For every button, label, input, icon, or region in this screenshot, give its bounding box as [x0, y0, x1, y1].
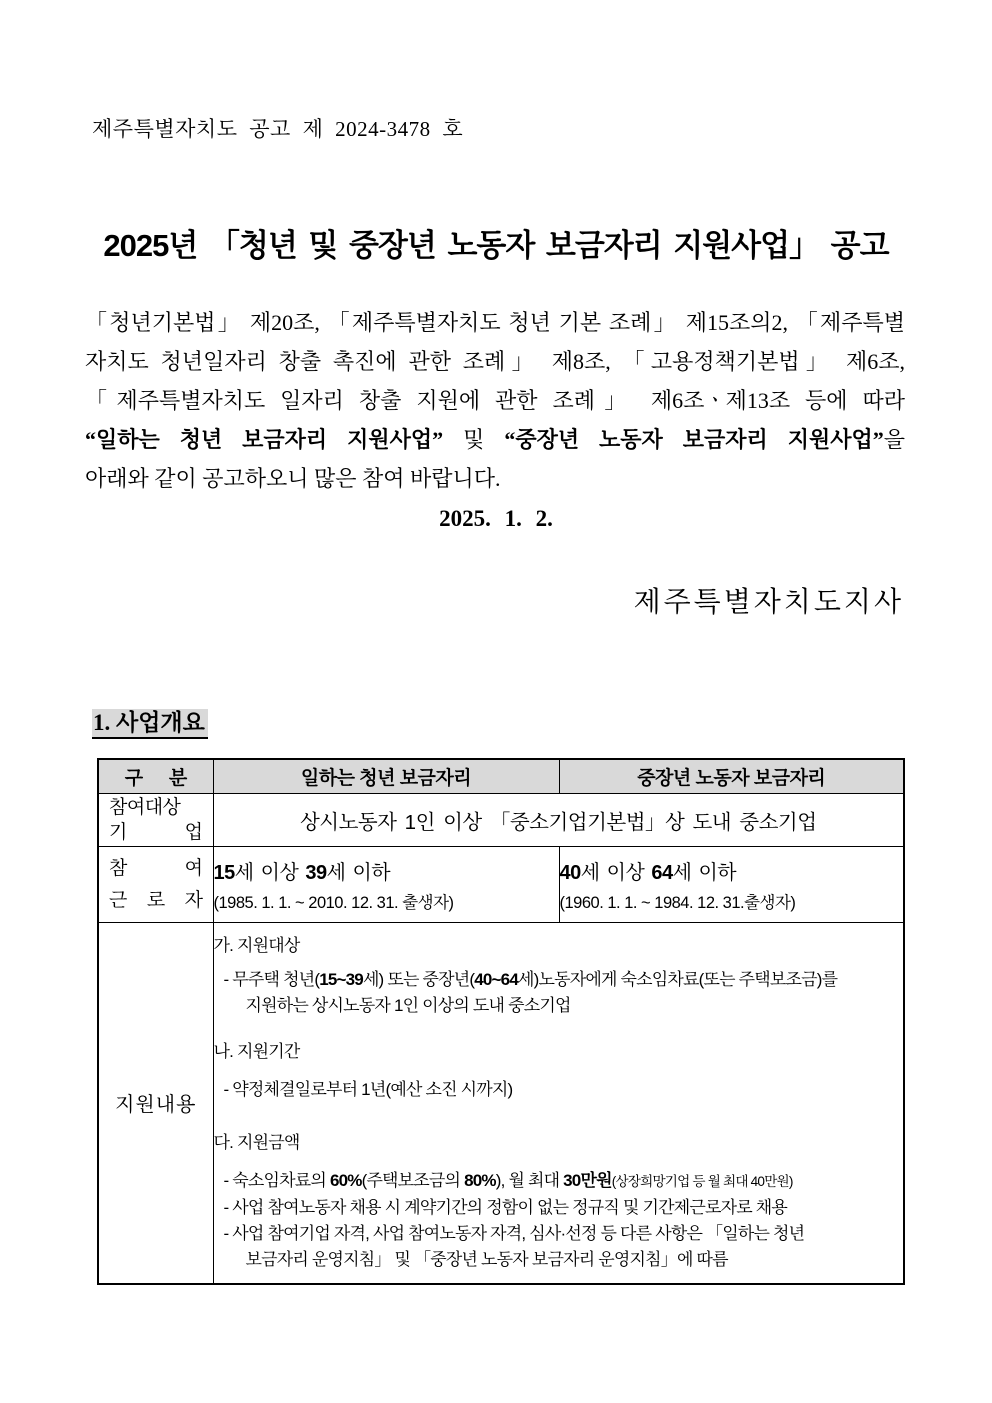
intro-line-2: 자치도 청년일자리 창출 촉진에 관한 조례」 제8조, 「고용정책기본법」 제6조,: [85, 349, 905, 374]
support-item-b-line1: - 약정체결일로부터 1년(예산 소진 시까지): [223, 1079, 513, 1099]
intro-line-5: 아래와 같이 공고하오니 많은 참여 바랍니다.: [85, 466, 501, 491]
notice-number: 제주특별자치도 공고 제 2024-3478 호: [92, 117, 464, 141]
support-item-c-title: 다. 지원금액: [213, 1132, 300, 1152]
youth-birth-range: (1985. 1. 1. ~ 2010. 12. 31. 출생자): [213, 894, 454, 912]
value-worker-youth: [213, 847, 559, 923]
youth-age-range: 15세 이상 39세 이하: [213, 862, 391, 884]
header-middleaged-program: 중장년 노동자 보금자리: [559, 759, 904, 794]
header-youth-program: 일하는 청년 보금자리: [213, 759, 559, 794]
support-item-b-title: 나. 지원기간: [213, 1041, 300, 1061]
middleaged-birth-range: (1960. 1. 1. ~ 1984. 12. 31.출생자): [559, 894, 796, 912]
header-category: 구 분: [98, 759, 213, 794]
value-support-content: [213, 923, 904, 1284]
section-heading-text: 1. 사업개요: [92, 709, 208, 739]
intro-paragraph: [85, 303, 905, 498]
label-target-company: 참여대상 기 업: [98, 794, 213, 847]
support-item-a-line2: 지원하는 상시노동자 1인 이상의 도내 중소기업: [245, 995, 571, 1015]
section-heading: [92, 704, 208, 737]
intro-line-4: “일하는 청년 보금자리 지원사업” 및 “중장년 노동자 보금자리 지원사업”을: [85, 427, 905, 452]
support-item-a-title: 가. 지원대상: [213, 935, 300, 955]
value-worker-middleaged: [559, 847, 904, 923]
support-item-c-line4: 보금자리 운영지침」 및 「중장년 노동자 보금자리 운영지침」에 따름: [245, 1249, 728, 1269]
label-worker: 참 여 근 로 자: [98, 847, 213, 923]
table-header-row: [98, 759, 904, 794]
intro-line-1: 「청년기본법」 제20조, 「제주특별자치도 청년 기본 조례」 제15조의2, 「제주특별: [85, 310, 905, 335]
support-item-c-line2: - 사업 참여노동자 채용 시 계약기간의 정함이 없는 정규직 및 기간제근로자로 채용: [223, 1197, 788, 1217]
document-title: 2025년 「청년 및 중장년 노동자 보금자리 지원사업」 공고: [103, 228, 889, 263]
middleaged-age-range: 40세 이상 64세 이하: [559, 862, 737, 884]
row-worker: [98, 847, 904, 923]
intro-line-3: 「제주특별자치도 일자리 창출 지원에 관한 조례」 제6조ㆍ제13조 등에 따라: [85, 388, 905, 413]
support-item-c-line1: - 숙소임차료의 60%(주택보조금의 80%), 월 최대 30만원(상장희망기업 등 월 최대 40만원): [223, 1170, 793, 1190]
row-target-company: [98, 794, 904, 847]
value-target-company: 상시노동자 1인 이상 「중소기업기본법」상 도내 중소기업: [213, 794, 904, 847]
overview-table: [97, 758, 905, 1285]
announcement-date: 2025. 1. 2.: [439, 506, 553, 531]
row-support-content: [98, 923, 904, 1284]
label-support-content: 지원내용: [98, 923, 213, 1284]
support-item-a-line1: - 무주택 청년(15~39세) 또는 중장년(40~64세)노동자에게 숙소임차료(또는 주택보조금)를: [223, 969, 838, 989]
issuer-name: 제주특별자치도지사: [633, 587, 904, 618]
support-item-c-line3: - 사업 참여기업 자격, 사업 참여노동자 자격, 심사·선정 등 다른 사항은 「일하는 청년: [223, 1223, 805, 1243]
